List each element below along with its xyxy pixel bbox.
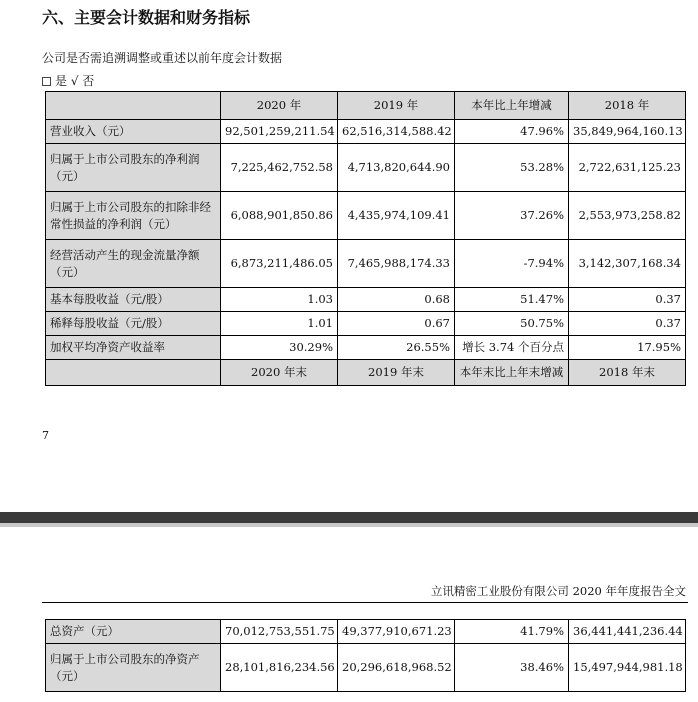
table-cell: 20,296,618,968.52 bbox=[338, 644, 455, 692]
table-row bbox=[46, 312, 686, 336]
table-row bbox=[46, 144, 686, 192]
table-cell: 0.67 bbox=[338, 312, 455, 336]
table-cell: 6,088,901,850.86 bbox=[221, 192, 338, 240]
table-cell: 36,441,441,236.44 bbox=[569, 620, 686, 644]
checkbox-icon bbox=[42, 77, 51, 86]
table-header-cell: 2018 年 bbox=[569, 92, 686, 120]
table-cell: 17.95% bbox=[569, 336, 686, 360]
restatement-question: 公司是否需追溯调整或重述以前年度会计数据 bbox=[42, 51, 283, 65]
table-cell: 38.46% bbox=[455, 644, 569, 692]
table-cell: 0.37 bbox=[569, 312, 686, 336]
table-cell: 1.01 bbox=[221, 312, 338, 336]
section-title: 六、主要会计数据和财务指标 bbox=[42, 8, 251, 27]
table-cell: 49,377,910,671.23 bbox=[338, 620, 455, 644]
table-cell: 30.29% bbox=[221, 336, 338, 360]
table-cell: 50.75% bbox=[455, 312, 569, 336]
table-header-cell: 2020 年末 bbox=[221, 360, 338, 386]
table-subheader-row bbox=[46, 360, 686, 386]
row-label: 基本每股收益（元/股） bbox=[46, 288, 221, 312]
table-cell: 3,142,307,168.34 bbox=[569, 240, 686, 288]
row-label: 归属于上市公司股东的净资产（元） bbox=[46, 644, 221, 692]
table-header-cell: 2018 年末 bbox=[569, 360, 686, 386]
table-header-cell bbox=[46, 92, 221, 120]
table-cell: 53.28% bbox=[455, 144, 569, 192]
table-header-cell: 本年比上年增减 bbox=[455, 92, 569, 120]
page-number: 7 bbox=[42, 429, 49, 442]
table-cell: 92,501,259,211.54 bbox=[221, 120, 338, 144]
header-rule bbox=[42, 602, 688, 603]
table-header-cell: 2020 年 bbox=[221, 92, 338, 120]
row-label: 归属于上市公司股东的扣除非经常性损益的净利润（元） bbox=[46, 192, 221, 240]
table-cell: 0.68 bbox=[338, 288, 455, 312]
row-label: 稀释每股收益（元/股） bbox=[46, 312, 221, 336]
table-row bbox=[46, 620, 686, 644]
table-cell: 51.47% bbox=[455, 288, 569, 312]
table-header-cell: 本年末比上年末增减 bbox=[455, 360, 569, 386]
restatement-choice bbox=[42, 72, 94, 89]
row-label: 归属于上市公司股东的净利润（元） bbox=[46, 144, 221, 192]
table-cell: 增长 3.74 个百分点 bbox=[455, 336, 569, 360]
table-cell: 6,873,211,486.05 bbox=[221, 240, 338, 288]
table-cell: 2,722,631,125.23 bbox=[569, 144, 686, 192]
table-cell: -7.94% bbox=[455, 240, 569, 288]
table-cell: 47.96% bbox=[455, 120, 569, 144]
table-cell: 62,516,314,588.42 bbox=[338, 120, 455, 144]
table-cell: 1.03 bbox=[221, 288, 338, 312]
table-row bbox=[46, 120, 686, 144]
table-cell: 15,497,944,981.18 bbox=[569, 644, 686, 692]
page-separator bbox=[0, 512, 698, 523]
row-label: 营业收入（元） bbox=[46, 120, 221, 144]
table-cell: 7,225,462,752.58 bbox=[221, 144, 338, 192]
table-row bbox=[46, 192, 686, 240]
table-row bbox=[46, 336, 686, 360]
table-row bbox=[46, 644, 686, 692]
key-financial-table bbox=[45, 91, 686, 386]
table-header-cell: 2019 年 bbox=[338, 92, 455, 120]
balance-table bbox=[45, 619, 686, 692]
table-cell: 37.26% bbox=[455, 192, 569, 240]
report-header-title: 立讯精密工业股份有限公司 2020 年年度报告全文 bbox=[430, 584, 686, 598]
table-header-cell: 2019 年末 bbox=[338, 360, 455, 386]
table-header-row bbox=[46, 92, 686, 120]
table-row bbox=[46, 240, 686, 288]
table-cell: 26.55% bbox=[338, 336, 455, 360]
table-cell: 7,465,988,174.33 bbox=[338, 240, 455, 288]
table-cell: 41.79% bbox=[455, 620, 569, 644]
table-cell: 0.37 bbox=[569, 288, 686, 312]
table-cell: 28,101,816,234.56 bbox=[221, 644, 338, 692]
row-label: 经营活动产生的现金流量净额（元） bbox=[46, 240, 221, 288]
table-cell: 4,713,820,644.90 bbox=[338, 144, 455, 192]
table-cell: 35,849,964,160.13 bbox=[569, 120, 686, 144]
restatement-choice-text: 是 √ 否 bbox=[55, 74, 95, 88]
row-label: 加权平均净资产收益率 bbox=[46, 336, 221, 360]
table-cell: 70,012,753,551.75 bbox=[221, 620, 338, 644]
table-row bbox=[46, 288, 686, 312]
table-cell: 2,553,973,258.82 bbox=[569, 192, 686, 240]
row-label: 总资产（元） bbox=[46, 620, 221, 644]
table-header-cell bbox=[46, 360, 221, 386]
table-cell: 4,435,974,109.41 bbox=[338, 192, 455, 240]
page-separator-shadow bbox=[0, 523, 698, 527]
